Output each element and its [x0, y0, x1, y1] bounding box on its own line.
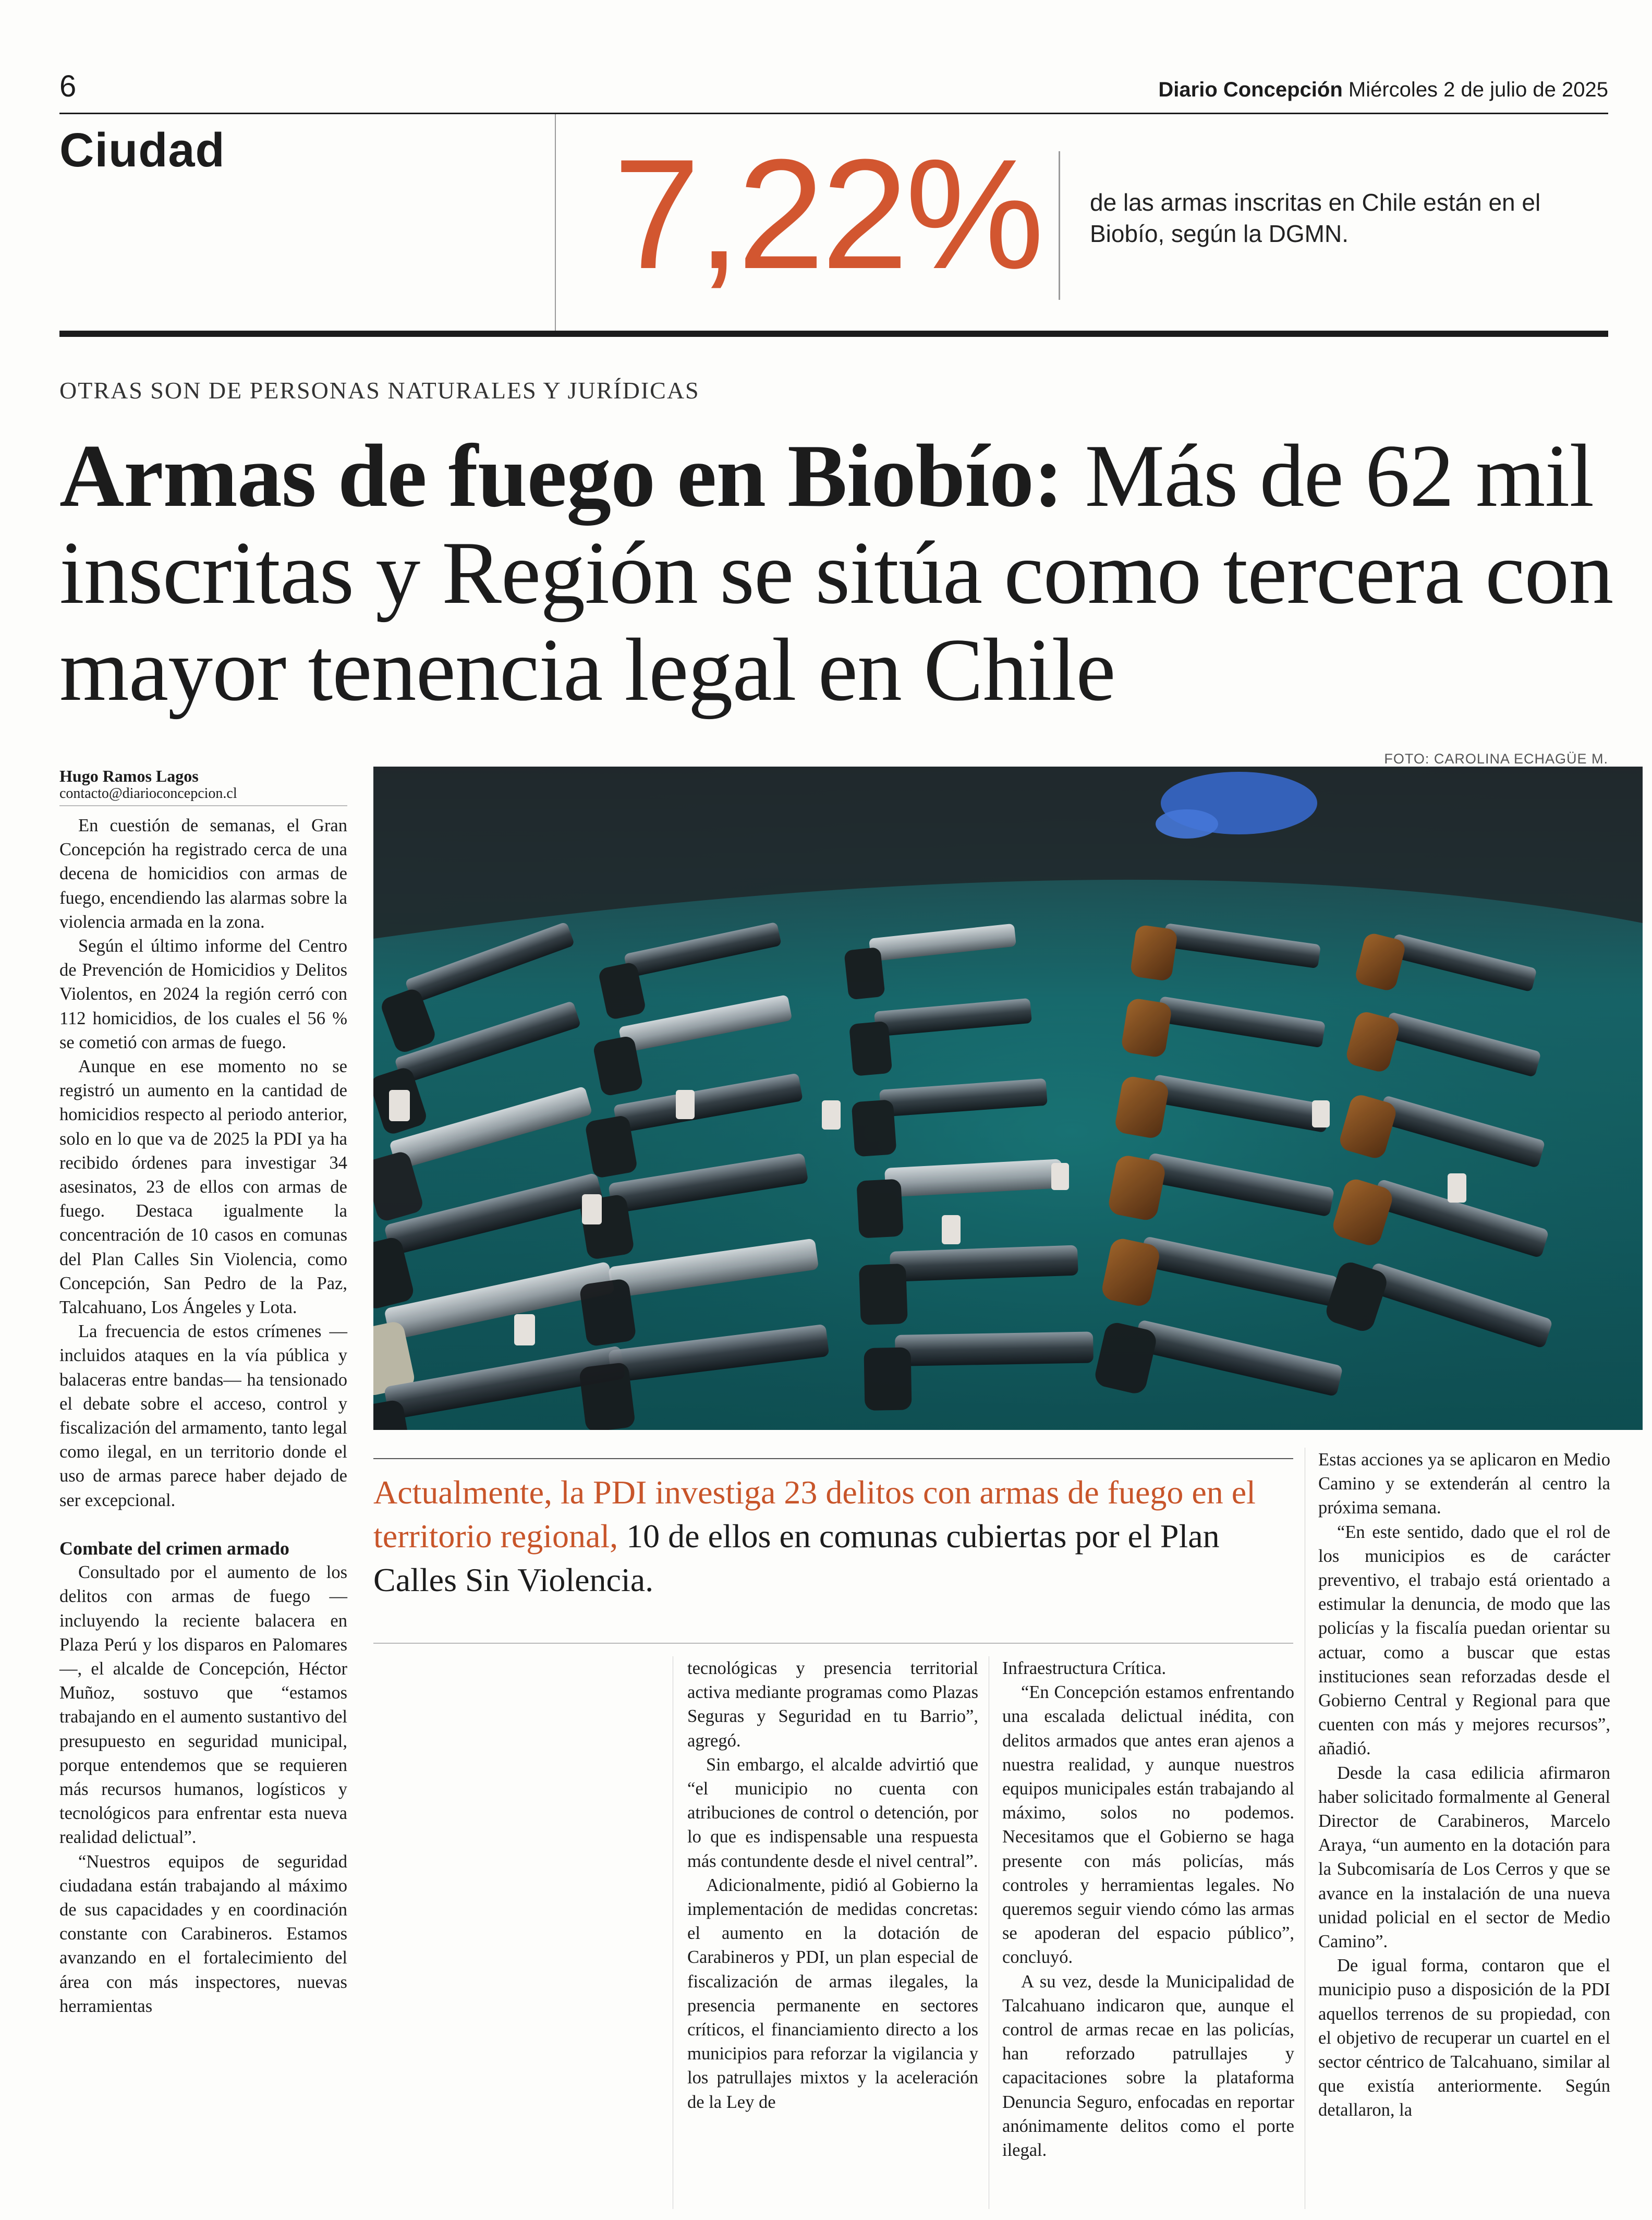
stat-value: 7,22% [613, 126, 1041, 301]
pullquote-rule-bottom [373, 1643, 1293, 1644]
headline [59, 428, 1613, 719]
paragraph: La frecuencia de estos crímenes —incluidos ataques en la vía pública y balaceras entre bandas— ha tensionado el debate sobre el acceso, control y fiscalización del armamento, tanto legal como ilegal, en un territorio donde el uso de armas parece haber dejado de ser excepcional. [59, 1321, 347, 1510]
paragraph: Infraestructura Crítica. [1002, 1658, 1167, 1678]
author-name: Hugo Ramos Lagos [59, 767, 199, 785]
paragraph: Desde la casa edilicia afirmaron haber solicitado formalmente al General Director de Carabineros, Marcelo Araya, “un aumento en la dotación para la Subcomisaría de Los Cerros y que se avance en la instalación de una nueva unidad policial en el sector de Medio Camino”. [1318, 1763, 1610, 1952]
paragraph: Estas acciones ya se aplicaron en Medio Camino y se extenderán al centro la próxima semana. [1318, 1450, 1610, 1518]
paragraph: “En Concepción estamos enfrentando una escalada delictual inédita, con delitos armados que antes eran ajenos a nuestra realidad, y aunque nuestros equipos municipales están trabajando al máximo, solos no podemos. Necesitamos que el Gobierno se haga presente con más policías, más controles y herramientas legales. No queremos seguir viendo cómo las armas se apoderan del espacio público”, concluyó. [1002, 1682, 1294, 1968]
firearms-photo [373, 767, 1643, 1430]
headline-rest: Más de 62 mil inscritas y Región se sitúa como tercera con mayor tenencia legal en Chile [59, 427, 1613, 720]
paragraph: “En este sentido, dado que el rol de los municipios es de carácter preventivo, el trabajo está orientado a estimular la denuncia, de modo que las policías y la fiscalía puedan orientar su actuar, como a buscar que estas instituciones sean reforzadas desde el Gobierno Central y Regional para que cuenten con más y mejores recursos”, añadió. [1318, 1522, 1610, 1759]
paragraph: Según el último informe del Centro de Prevención de Homicidios y Delitos Violentos, en 2024 la región cerró con 112 homicidios, de los cuales el 56 % se cometió con armas de fuego. [59, 936, 347, 1052]
article-column-1 [59, 814, 347, 2018]
pull-quote-highlight: Actualmente, la PDI investiga 23 delitos con armas de fuego en el territorio regional, [373, 1474, 1256, 1555]
section-title: Ciudad [59, 124, 225, 177]
masthead [1158, 78, 1608, 102]
stat-divider [1059, 151, 1060, 300]
paragraph: De igual forma, contaron que el municipio puso a disposición de la PDI aquellos terrenos de su propiedad, con el objetivo de recuperar un cuartel en el sector céntrico de Talcahuano, similar al que existía anteriormente. Según detallaron, la [1318, 1956, 1610, 2120]
pull-quote [373, 1471, 1291, 1602]
issue-date: Miércoles 2 de julio de 2025 [1348, 78, 1608, 101]
paragraph: Aunque en ese momento no se registró un aumento en la cantidad de homicidios respecto al periodo anterior, solo en lo que va de 2025 la PDI ya ha recibido órdenes para investigar 34 asesinatos, 23 de ellos con armas de fuego. Destaca igualmente la concentración de 10 casos en comunas del Plan Calles Sin Violencia, como Concepción, San Pedro de la Paz, Talcahuano, Los Ángeles y Lota. [59, 1057, 347, 1318]
paragraph: En cuestión de semanas, el Gran Concepción ha registrado cerca de una decena de homicidios con armas de fuego, encendiendo las alarmas sobre la violencia armada en la zona. [59, 816, 347, 932]
subheading: Combate del crimen armado [59, 1537, 289, 1559]
author-email[interactable]: contacto@diarioconcepcion.cl [59, 785, 237, 802]
pullquote-rule-top [373, 1458, 1293, 1459]
header-thick-rule [59, 331, 1608, 337]
photo-credit: FOTO: CAROLINA ECHAGÜE M. [1384, 751, 1608, 767]
kicker: OTRAS SON DE PERSONAS NATURALES Y JURÍDICAS [59, 377, 700, 404]
paragraph: Adicionalmente, pidió al Gobierno la implementación de medidas concretas: el aumento en la dotación de Carabineros y PDI, un plan especial de fiscalización de armas ilegales, la presencia permanente en sectores críticos, el financiamiento directo a los municipios para reforzar la vigilancia y los patrullajes mixtos y la aceleración de la Ley de [687, 1875, 978, 2112]
header-rule [59, 113, 1608, 114]
header-divider [555, 114, 556, 331]
paragraph: A su vez, desde la Municipalidad de Talcahuano indicaron que, aunque el control de armas recae en las policías, han reforzado patrullajes y capacitaciones sobre la plataforma Denuncia Seguro, enfocadas en reportar anónimamente delitos como el porte ilegal. [1002, 1971, 1294, 2161]
stat-description: de las armas inscritas en Chile están en el Biobío, según la DGMN. [1090, 189, 1541, 247]
article-column-4 [1318, 1448, 1610, 2122]
article-column-2 [687, 1656, 978, 2114]
headline-lead: Armas de fuego en Biobío: [59, 427, 1063, 526]
paragraph: Consultado por el aumento de los delitos con armas de fuego —incluyendo la reciente balacera en Plaza Perú y los disparos en Palomares—, el alcalde de Concepción, Héctor Muñoz, sostuvo que “estamos trabajando en el aumento sustantivo del presupuesto en seguridad municipal, porque entendemos que se requieren más recursos humanos, logísticos y tecnológicos para enfrentar esta nueva realidad delictual”. [59, 1562, 347, 1848]
byline-rule [59, 805, 347, 806]
article-column-3 [1002, 1656, 1294, 2162]
paragraph: Sin embargo, el alcalde advirtió que “el municipio no cuenta con atribuciones de control o detención, por lo que es indispensable una respuesta más contundente desde el nivel central”. [687, 1754, 978, 1871]
pull-quote-rest: 10 de ellos en comunas cubiertas por el Plan Calles Sin Violencia. [373, 1518, 1220, 1598]
page-number: 6 [59, 69, 77, 103]
paragraph: tecnológicas y presencia territorial activa mediante programas como Plazas Seguras y Seguridad en tu Barrio”, agregó. [687, 1658, 978, 1751]
newspaper-name: Diario Concepción [1158, 78, 1343, 101]
paragraph: “Nuestros equipos de seguridad ciudadana están trabajando al máximo de sus capacidades y en coordinación constante con Carabineros. Estamos avanzando en el fortalecimiento del área con más inspectores, nuevas herramientas [59, 1851, 347, 2016]
